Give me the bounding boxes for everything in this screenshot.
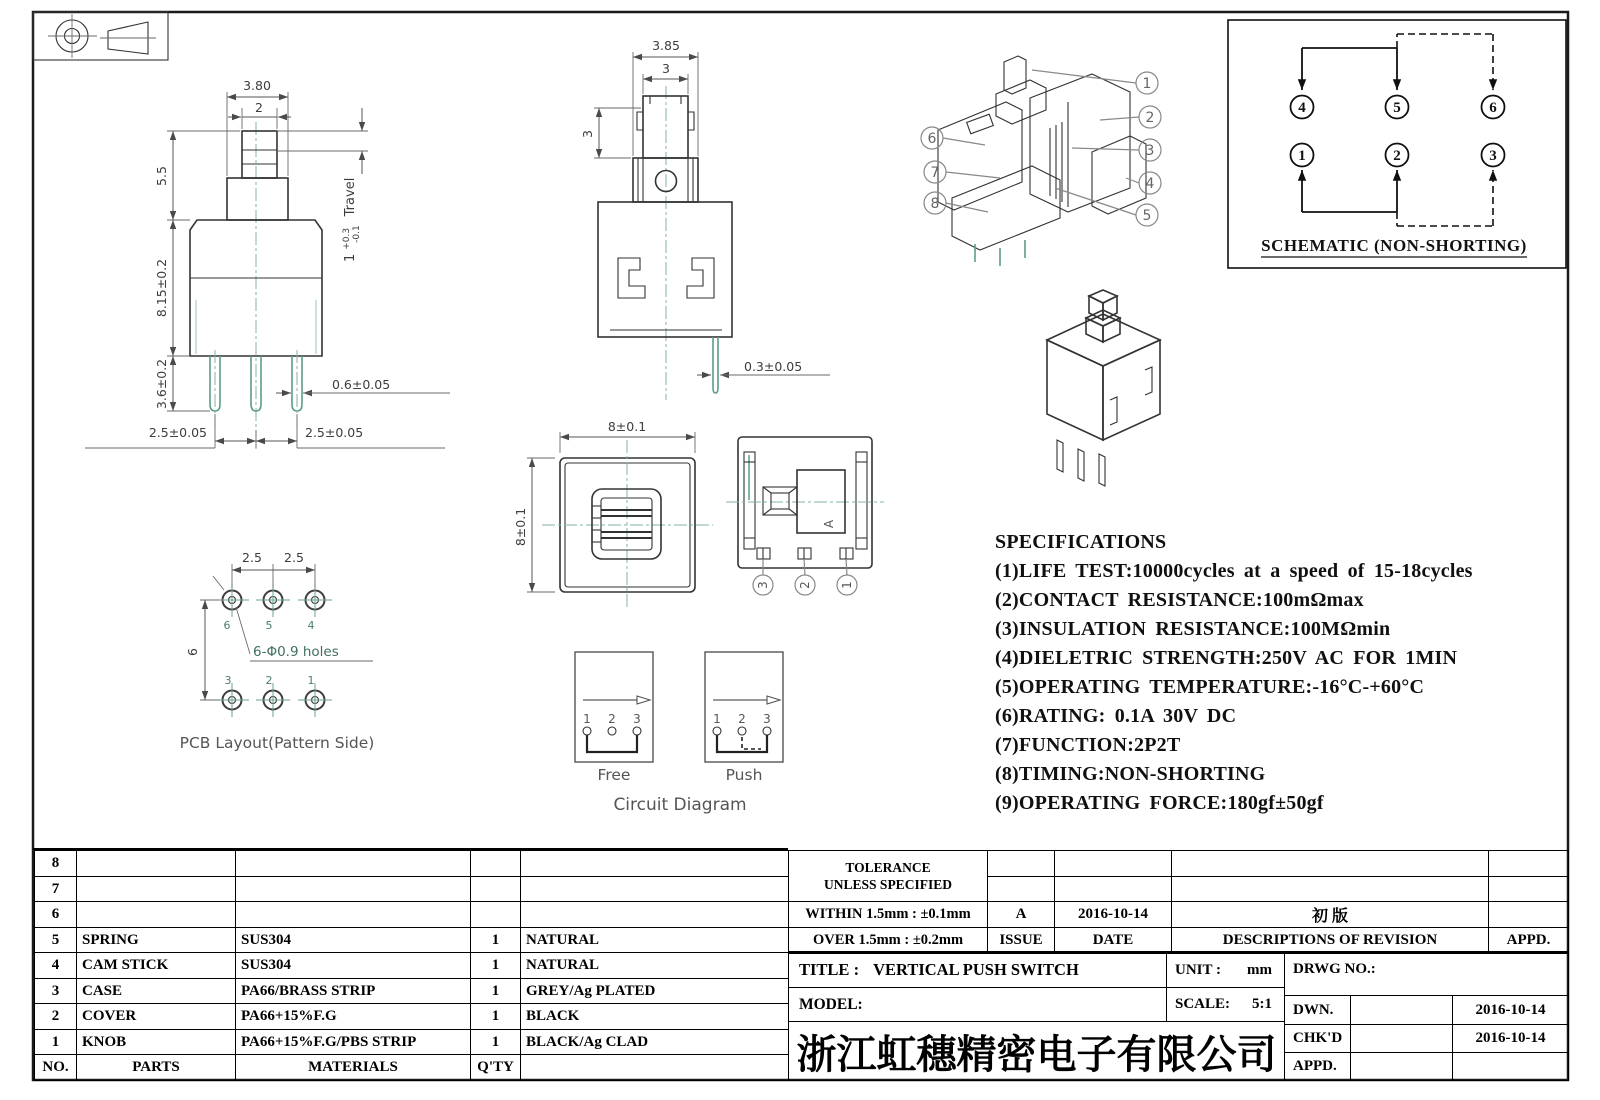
tolerance-line1: TOLERANCE — [845, 860, 931, 875]
parts-header-parts: PARTS — [76, 1054, 236, 1081]
cam-a-label: A — [822, 519, 836, 529]
dim-8-15: 8.15±0.2 — [154, 258, 169, 318]
revision-appd-label: APPD. — [1488, 927, 1569, 953]
parts-name — [76, 850, 236, 877]
free-term-3: 3 — [633, 712, 641, 726]
sign-label: APPD. — [1284, 1052, 1351, 1081]
drwg-no-cell: DRWG NO.: — [1284, 952, 1569, 996]
circuit-push-label: Push — [725, 766, 763, 784]
company-name: 浙江虹穗精密电子有限公司 — [788, 1021, 1285, 1081]
parts-no: 6 — [34, 901, 77, 928]
schematic-pin-2: 2 — [1393, 148, 1401, 164]
spec-item: (3)INSULATION RESISTANCE:100MΩmin — [995, 618, 1391, 640]
pcb-label-2: 2 — [265, 674, 273, 687]
parts-color: NATURAL — [520, 927, 789, 953]
exploded-view — [921, 56, 1161, 266]
revision-empty-cell — [987, 876, 1055, 902]
parts-name: SPRING — [76, 927, 236, 953]
callout-5: 5 — [1142, 208, 1152, 224]
dim-2: 2 — [255, 100, 263, 115]
parts-name — [76, 876, 236, 902]
schematic — [1228, 20, 1566, 268]
dim-3-85: 3.85 — [652, 38, 680, 53]
title-row — [788, 952, 1167, 988]
revision-description-label: DESCRIPTIONS OF REVISION — [1171, 927, 1489, 953]
sign-label: DWN. — [1284, 995, 1351, 1025]
revision-empty-cell — [1488, 850, 1569, 877]
pcb-dim-2-5-a: 2.5 — [242, 550, 262, 565]
parts-name: CAM STICK — [76, 952, 236, 979]
pcb-label-5: 5 — [265, 619, 273, 632]
travel-plus: +0.3 — [342, 227, 352, 250]
front-view — [85, 78, 450, 450]
specifications-title: SPECIFICATIONS — [995, 531, 1167, 553]
unit-value: mm — [1247, 961, 1272, 978]
bottom-pin-3: 3 — [756, 581, 770, 589]
parts-no: 8 — [34, 850, 77, 877]
sign-name — [1350, 1052, 1453, 1081]
parts-color: GREY/Ag PLATED — [520, 978, 789, 1004]
sign-label: CHK'D — [1284, 1024, 1351, 1053]
parts-name — [76, 901, 236, 928]
sign-name — [1350, 1024, 1453, 1053]
specifications — [995, 531, 1473, 821]
parts-color — [520, 850, 789, 877]
parts-no: 5 — [34, 927, 77, 953]
revision-empty-cell — [1488, 876, 1569, 902]
parts-qty: 1 — [470, 978, 521, 1004]
revision-empty-cell — [1171, 876, 1489, 902]
pcb-label-3: 3 — [224, 674, 232, 687]
parts-color: BLACK — [520, 1003, 789, 1030]
circuit-diagram — [575, 652, 783, 815]
model-cell: MODEL: — [788, 987, 1167, 1022]
parts-no: 1 — [34, 1029, 77, 1055]
sign-date: 2016-10-14 — [1452, 995, 1569, 1025]
dim-8-side: 8±0.1 — [513, 507, 528, 547]
dim-3-knob-width: 3 — [662, 61, 670, 76]
free-term-1: 1 — [583, 712, 591, 726]
scale-label: SCALE: — [1175, 996, 1231, 1012]
schematic-pin-5: 5 — [1393, 100, 1401, 116]
projection-symbol — [33, 12, 168, 60]
callout-6: 6 — [927, 131, 937, 147]
revision-date-value: 2016-10-14 — [1054, 901, 1172, 928]
pcb-hole-note: 6-Φ0.9 holes — [253, 644, 339, 660]
sign-name — [1350, 995, 1453, 1025]
bottom-pin-2: 2 — [798, 581, 812, 589]
parts-material — [235, 850, 471, 877]
parts-no: 4 — [34, 952, 77, 979]
spec-item: (8)TIMING:NON-SHORTING — [995, 763, 1266, 785]
callout-1: 1 — [1142, 76, 1152, 92]
parts-material — [235, 876, 471, 902]
parts-qty: 1 — [470, 1029, 521, 1055]
parts-qty — [470, 876, 521, 902]
parts-no: 7 — [34, 876, 77, 902]
spec-item: (7)FUNCTION:2P2T — [995, 734, 1181, 756]
schematic-pin-4: 4 — [1298, 100, 1306, 116]
spec-item: (6)RATING: 0.1A 30V DC — [995, 705, 1237, 727]
top-view — [513, 419, 713, 610]
bottom-view — [726, 437, 884, 595]
parts-material: SUS304 — [235, 927, 471, 953]
circuit-free-label: Free — [597, 766, 631, 784]
parts-header-color — [520, 1054, 789, 1081]
scale-cell — [1166, 987, 1285, 1022]
parts-color: NATURAL — [520, 952, 789, 979]
tolerance-over: OVER 1.5mm : ±0.2mm — [788, 927, 988, 953]
sign-date — [1452, 1052, 1569, 1081]
tolerance-header — [788, 850, 988, 902]
free-term-2: 2 — [608, 712, 616, 726]
callout-2: 2 — [1145, 110, 1155, 126]
revision-empty-cell — [1171, 850, 1489, 877]
dim-8-top: 8±0.1 — [607, 419, 647, 434]
dim-3-80: 3.80 — [243, 78, 271, 93]
parts-no: 2 — [34, 1003, 77, 1030]
dim-2-5-left: 2.5±0.05 — [148, 425, 207, 440]
pcb-dim-2-5-b: 2.5 — [284, 550, 304, 565]
revision-empty-cell — [1054, 876, 1172, 902]
spec-item: (1)LIFE TEST:10000cycles at a speed of 15-18cycles — [995, 560, 1473, 582]
pcb-caption: PCB Layout(Pattern Side) — [179, 734, 375, 752]
pcb-layout — [180, 550, 375, 752]
callout-3: 3 — [1145, 143, 1155, 159]
parts-name: CASE — [76, 978, 236, 1004]
push-term-1: 1 — [713, 712, 721, 726]
revision-empty-cell — [1054, 850, 1172, 877]
bottom-pin-1: 1 — [840, 581, 854, 589]
isometric-view — [1047, 290, 1160, 486]
parts-color: BLACK/Ag CLAD — [520, 1029, 789, 1055]
tolerance-within: WITHIN 1.5mm : ±0.1mm — [788, 901, 988, 928]
parts-material: PA66+15%F.G/PBS STRIP — [235, 1029, 471, 1055]
parts-qty — [470, 901, 521, 928]
callout-7: 7 — [930, 165, 940, 181]
parts-color — [520, 876, 789, 902]
pcb-dim-6: 6 — [185, 648, 200, 656]
callout-4: 4 — [1145, 176, 1155, 192]
sign-date: 2016-10-14 — [1452, 1024, 1569, 1053]
parts-qty: 1 — [470, 927, 521, 953]
schematic-pin-6: 6 — [1489, 100, 1497, 116]
push-term-3: 3 — [763, 712, 771, 726]
revision-issue-value: A — [987, 901, 1055, 928]
dim-0-3: 0.3±0.05 — [744, 359, 803, 374]
parts-material: SUS304 — [235, 952, 471, 979]
parts-material: PA66+15%F.G — [235, 1003, 471, 1030]
dim-5-5: 5.5 — [154, 166, 169, 186]
parts-color — [520, 901, 789, 928]
scale-value: 5:1 — [1252, 996, 1272, 1012]
dim-0-6: 0.6±0.05 — [332, 377, 391, 392]
pcb-label-4: 4 — [307, 619, 315, 632]
pcb-label-6: 6 — [223, 619, 231, 632]
parts-header-no: NO. — [34, 1054, 77, 1081]
parts-qty: 1 — [470, 952, 521, 979]
parts-name: COVER — [76, 1003, 236, 1030]
revision-empty-cell — [987, 850, 1055, 877]
revision-description-value: 初 版 — [1171, 901, 1489, 928]
title-label: TITLE : — [799, 960, 860, 979]
dim-travel — [337, 178, 362, 262]
spec-item: (2)CONTACT RESISTANCE:100mΩmax — [995, 589, 1364, 611]
dim-3-knob-height: 3 — [580, 130, 595, 138]
pcb-label-1: 1 — [307, 674, 315, 687]
dim-3-6: 3.6±0.2 — [154, 358, 169, 410]
spec-item: (5)OPERATING TEMPERATURE:-16°C-+60°C — [995, 676, 1425, 698]
schematic-pin-3: 3 — [1489, 148, 1497, 164]
revision-issue-label: ISSUE — [987, 927, 1055, 953]
parts-material — [235, 901, 471, 928]
schematic-pin-1: 1 — [1298, 148, 1306, 164]
revision-date-label: DATE — [1054, 927, 1172, 953]
parts-header-qty: Q'TY — [470, 1054, 521, 1081]
dim-2-5-right: 2.5±0.05 — [305, 425, 364, 440]
schematic-caption: SCHEMATIC (NON-SHORTING) — [1261, 236, 1527, 255]
travel-value: 1 — [343, 253, 358, 262]
unit-cell — [1166, 952, 1285, 988]
travel-minus: -0.1 — [352, 225, 362, 243]
spec-item: (9)OPERATING FORCE:180gf±50gf — [995, 792, 1324, 814]
parts-name: KNOB — [76, 1029, 236, 1055]
parts-material: PA66/BRASS STRIP — [235, 978, 471, 1004]
parts-header-materials: MATERIALS — [235, 1054, 471, 1081]
tolerance-line2: UNLESS SPECIFIED — [824, 877, 952, 892]
parts-qty: 1 — [470, 1003, 521, 1030]
title-value: VERTICAL PUSH SWITCH — [873, 960, 1079, 979]
callout-8: 8 — [930, 196, 940, 212]
push-term-2: 2 — [738, 712, 746, 726]
revision-appd-value — [1488, 901, 1569, 928]
side-view — [580, 38, 830, 400]
spec-item: (4)DIELETRIC STRENGTH:250V AC FOR 1MIN — [995, 647, 1458, 669]
unit-label: UNIT : — [1175, 961, 1221, 978]
travel-label: Travel — [343, 177, 358, 217]
parts-qty — [470, 850, 521, 877]
parts-no: 3 — [34, 978, 77, 1004]
circuit-caption: Circuit Diagram — [613, 795, 747, 815]
